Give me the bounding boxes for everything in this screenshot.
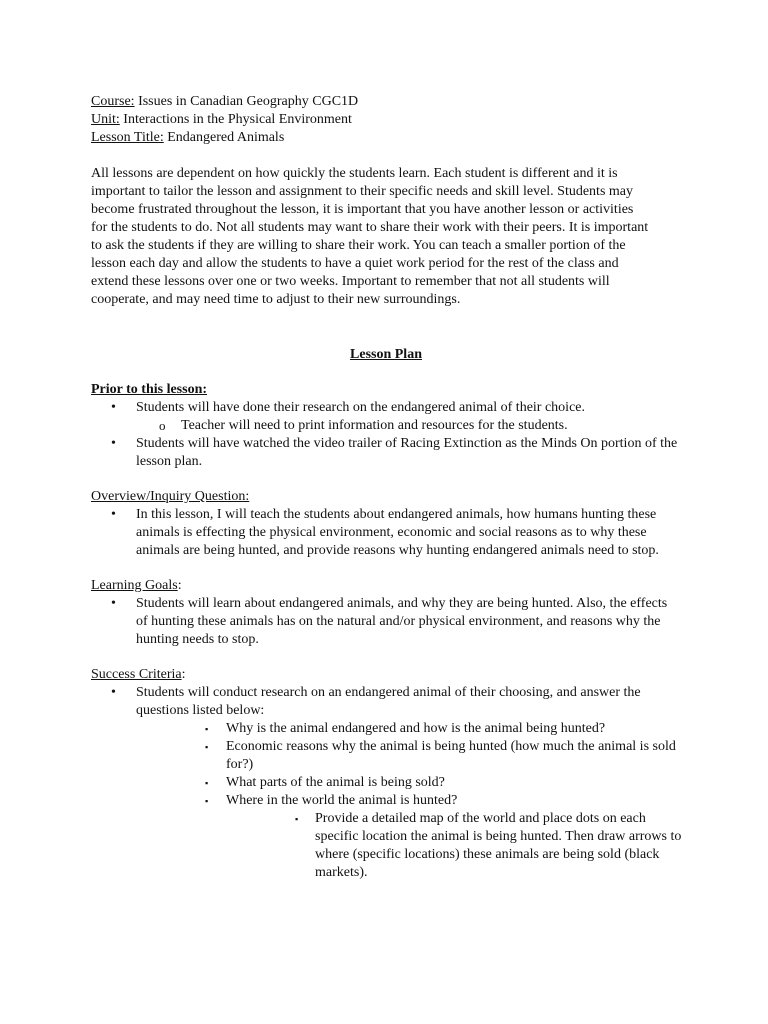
- question-4-sub: Provide a detailed map of the world and place dots on each specific location the animal is being hunted. Then draw arrows to where (specific locations) these animals are being sold (black markets).: [315, 811, 682, 880]
- unit-value: Interactions in the Physical Environment: [119, 112, 352, 127]
- overview-heading: Overview/Inquiry Question:: [91, 489, 250, 504]
- success-criteria-heading-line: [91, 666, 681, 684]
- list-item: [91, 595, 681, 649]
- list-item: [91, 774, 676, 792]
- prior-item-1: Students will have done their research on the endangered animal of their choice.: [136, 400, 585, 415]
- circle-bullet-icon: o: [159, 418, 166, 433]
- success-criteria-item-1: Students will conduct research on an endangered animal of their choosing, and answer the questions listed below:: [136, 685, 641, 718]
- square-bullet-icon: ▪: [205, 778, 209, 788]
- learning-goals-heading-line: [91, 577, 681, 595]
- learning-goals-list: [91, 595, 681, 649]
- course-value: Issues in Canadian Geography CGC1D: [134, 94, 359, 109]
- intro-paragraph: All lessons are dependent on how quickly the students learn. Each student is different and it is important to tailor the lesson and assignment to their specific needs and skill level. Students may become frustrated throughout the lesson, it is important that you have another lesson or activities for the students to do. Not all students may want to share their work with their peers. It is important to ask the students if they are willing to share their work. You can teach a smaller portion of the lesson each day and allow the students to have a quiet work period for the rest of the class and extend these lessons over one or two weeks. Important to remember that not all students will cooperate, and may need time to adjust to their new surroundings.: [91, 166, 649, 307]
- prior-item-1-sub: Teacher will need to print information and resources for the students.: [181, 418, 568, 433]
- bullet-icon: •: [111, 436, 116, 451]
- question-3: What parts of the animal is being sold?: [226, 775, 445, 790]
- question-2: Economic reasons why the animal is being hunted (how much the animal is sold for?): [226, 739, 676, 772]
- lesson-plan-title: Lesson Plan: [350, 347, 422, 362]
- overview-item-1: In this lesson, I will teach the students about endangered animals, how humans hunting these animals is effecting the physical environment, economic and social reasons as to why these animals are being hunted, and provide reasons why hunting endangered animals need to stop.: [136, 507, 659, 558]
- learning-goals-item-1: Students will learn about endangered animals, and why they are being hunted. Also, the effects of hunting these animals has on the natural and/or physical environment, and reasons why the hunting needs to stop.: [136, 596, 668, 647]
- unit-label: Unit:: [91, 112, 120, 127]
- list-item: [91, 684, 681, 720]
- document-body: [91, 93, 681, 882]
- course-label: Course:: [91, 94, 135, 109]
- list-item: [91, 738, 676, 774]
- list-item: [91, 435, 681, 471]
- lesson-title-value: Endangered Animals: [163, 130, 285, 145]
- learning-goals-heading: Learning Goals: [91, 578, 178, 593]
- bullet-icon: •: [111, 507, 116, 522]
- list-item: [91, 720, 676, 738]
- square-bullet-icon: ▪: [205, 724, 209, 734]
- list-item: [91, 399, 681, 417]
- question-1: Why is the animal endangered and how is the animal being hunted?: [226, 721, 606, 736]
- learning-goals-colon: :: [177, 578, 182, 593]
- prior-item-2: Students will have watched the video trailer of Racing Extinction as the Minds On portion of the lesson plan.: [136, 436, 678, 469]
- success-criteria-colon: :: [181, 667, 186, 682]
- success-criteria-list: [91, 684, 681, 882]
- course-line: [91, 93, 681, 111]
- square-bullet-icon: ▪: [205, 742, 209, 752]
- prior-list: [91, 399, 681, 471]
- list-item: [91, 506, 681, 560]
- success-criteria-heading: Success Criteria: [91, 667, 182, 682]
- list-item: [91, 810, 685, 882]
- list-item: [91, 792, 676, 810]
- bullet-icon: •: [111, 685, 116, 700]
- bullet-icon: •: [111, 400, 116, 415]
- list-item: [91, 417, 681, 435]
- square-bullet-icon: ▪: [205, 796, 209, 806]
- prior-heading: Prior to this lesson:: [91, 382, 208, 397]
- overview-list: [91, 506, 681, 560]
- lesson-title-line: [91, 129, 681, 147]
- bullet-icon: •: [111, 596, 116, 611]
- square-bullet-icon: ▪: [295, 814, 299, 824]
- unit-line: [91, 111, 681, 129]
- question-4: Where in the world the animal is hunted?: [226, 793, 458, 808]
- lesson-title-label: Lesson Title:: [91, 130, 164, 145]
